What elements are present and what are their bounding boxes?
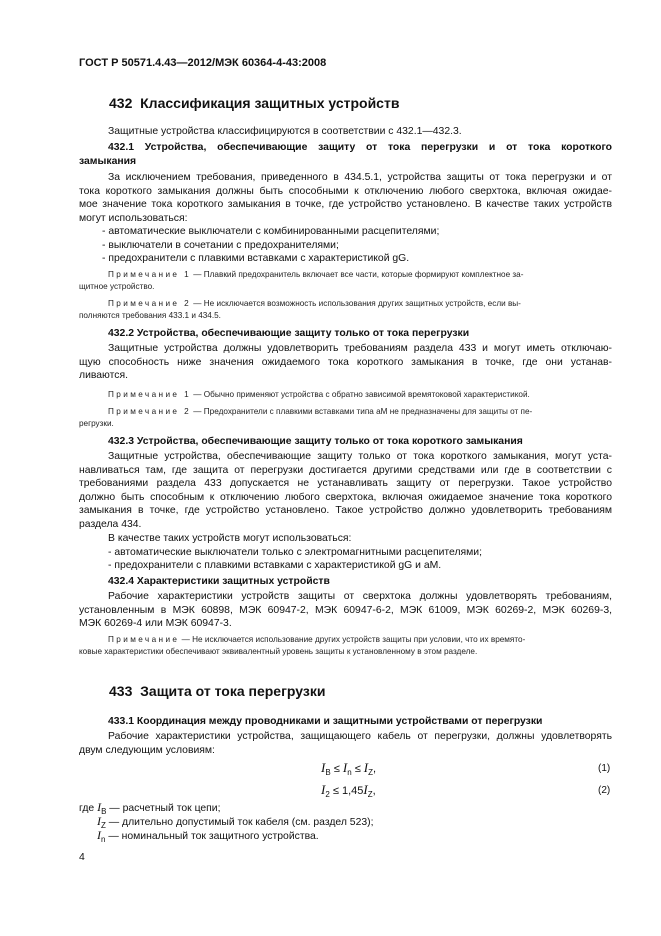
paragraph-line: тока короткого замыкания должны быть способными к отключению любого сверхтока, включая ожидае-: [79, 185, 612, 197]
definition-text: — длительно допустимый ток кабеля (см. раздел 523);: [105, 817, 374, 828]
formula-1: $I_B \le I_n \le I_Z$,: [321, 760, 377, 777]
definition-text: — расчетный ток цепи;: [106, 803, 221, 814]
formula-2: $I_2 \le 1,45I_Z$,: [321, 782, 376, 799]
note-text: — Плавкий предохранитель включает все части, которые формируют комплектное за-: [191, 270, 524, 279]
note-label: Примечание 1: [108, 270, 192, 279]
note-label: Примечание 2: [108, 407, 192, 416]
list-item: - автоматические выключатели с комбинированными расцепителями;: [102, 226, 440, 237]
section-title: Классификация защитных устройств: [140, 95, 400, 111]
paragraph-line: требованиями раздела 433 допускается не устанавливать защиту от перегрузки. Такое устройство: [79, 478, 612, 489]
subsection-432-2-title: 432.2 Устройства, обеспечивающие защиту только от тока перегрузки: [108, 328, 470, 339]
subsection-432-1-title: 432.1 Устройства, обеспечивающие защиту от тока перегрузки и от тока короткого: [108, 142, 612, 153]
note-cont: регрузки.: [79, 419, 114, 428]
note-text: — Обычно применяют устройства с обратно зависимой времятоковой характеристикой.: [191, 390, 530, 399]
note: [108, 269, 523, 281]
paragraph-line: Защитные устройства, обеспечивающие защиту только от тока короткого замыкания, могут уста-: [108, 451, 612, 462]
subsection-432-4-title: 432.4 Характеристики защитных устройств: [108, 576, 330, 587]
equation-number: (1): [598, 763, 611, 774]
document-header: ГОСТ Р 50571.4.43—2012/МЭК 60364-4-43:2008: [79, 57, 327, 69]
paragraph-line: установленным в МЭК 60898, МЭК 60947-2, МЭК 60947-6-2, МЭК 61009, МЭК 60269-2, МЭК 60269-3,: [79, 604, 612, 616]
list-item: - автоматические выключатели только с электромагнитными расцепителями;: [108, 546, 482, 558]
list-item: - выключатели в сочетании с предохранителями;: [102, 239, 339, 251]
note: [108, 389, 530, 401]
definition: $I_n$ — номинальный ток защитного устройства.: [97, 828, 319, 844]
note-label: Примечание: [108, 635, 180, 644]
paragraph-line: Рабочие характеристики устройств защиты от сверхтока должны удовлетворять требованиям,: [108, 591, 612, 602]
definition-text: — номинальный ток защитного устройства.: [105, 831, 319, 842]
note-text: — Не исключается использование других устройств защиты при условии, что их времято-: [179, 635, 526, 644]
subsection-433-1-title: 433.1 Координация между проводниками и защитными устройствами от перегрузки: [108, 716, 543, 727]
note-text: — Предохранители с плавкими вставками типа aM не предназначены для защиты от пе-: [191, 407, 533, 416]
list-intro: В качестве таких устройств могут использоваться:: [108, 533, 352, 544]
section-number: 432: [109, 95, 133, 111]
note-cont: полняются требования 433.1 и 434.5.: [79, 311, 221, 320]
section-title: Защита от тока перегрузки: [140, 683, 326, 699]
paragraph-line: МЭК 60269-4 или МЭК 60947-3.: [79, 618, 232, 629]
note-label: Примечание 2: [108, 299, 192, 308]
subsection-432-3-title: 432.3 Устройства, обеспечивающие защиту только от тока короткого замыкания: [108, 436, 523, 447]
paragraph-line: ливаются.: [79, 370, 128, 381]
paragraph-line: Рабочие характеристики устройства, защищающего кабель от перегрузки, должны удовлетворять: [108, 731, 612, 742]
note-label: Примечание 1: [108, 390, 192, 399]
paragraph-line: За исключением требования, приведенного в 434.5.1, устройства защиты от тока перегрузки и от: [108, 172, 612, 183]
subsection-432-1-title-cont: замыкания: [79, 156, 137, 167]
paragraph-line: Защитные устройства должны удовлетворить требованиям раздела 433 и могут иметь отключаю-: [108, 343, 612, 354]
page-number: 4: [79, 852, 85, 863]
list-item: - предохранители с плавкими вставками с характеристикой gG.: [102, 253, 410, 264]
note: [108, 298, 521, 310]
paragraph-line: раздела 434.: [79, 518, 142, 530]
note-cont: щитное устройство.: [79, 282, 155, 291]
equation-number: (2): [598, 785, 611, 796]
formula-constant: ≤ 1,45: [332, 785, 364, 797]
note-cont: ковые характеристики обеспечивают эквивалентный уровень защиты к установленному в этом разделе.: [79, 647, 478, 656]
definition: где $I_B$ — расчетный ток цепи;: [79, 800, 221, 816]
section-number: 433: [109, 683, 133, 699]
section-432-heading: [109, 95, 399, 111]
section-432-intro: Защитные устройства классифицируются в соответствии с 432.1—432.3.: [108, 126, 462, 137]
definition: $I_Z$ — длительно допустимый ток кабеля (см. раздел 523);: [97, 814, 374, 830]
where-word: где: [79, 803, 95, 814]
paragraph-line: замыкания в точке, где устройство установлено. Такое устройство должно удовлетворить требованиям: [79, 505, 612, 516]
paragraph-line: двум следующим условиям:: [79, 744, 215, 756]
section-433-heading: [109, 683, 325, 699]
note-text: — Не исключается возможность использования других защитных устройств, если вы-: [191, 299, 521, 308]
note: [108, 634, 525, 646]
paragraph-line: должно быть способным к отключению любого сверхтока, включая ожидаемое значение тока короткого: [79, 491, 612, 503]
note: [108, 406, 532, 418]
paragraph-line: щую способность ниже значения ожидаемого тока короткого замыкания в точке, где они устанав-: [79, 356, 612, 368]
paragraph-line: могут использоваться:: [79, 212, 188, 224]
paragraph-line: навливаться там, где защита от перегрузки достигается другими средствами или где в соответствии с: [79, 464, 612, 476]
list-item: - предохранители с плавкими вставками с характеристикой gG и aM.: [108, 560, 442, 571]
paragraph-line: мое значение тока короткого замыкания в точке, где устройство установлено. В качестве таких устройств: [79, 199, 612, 210]
